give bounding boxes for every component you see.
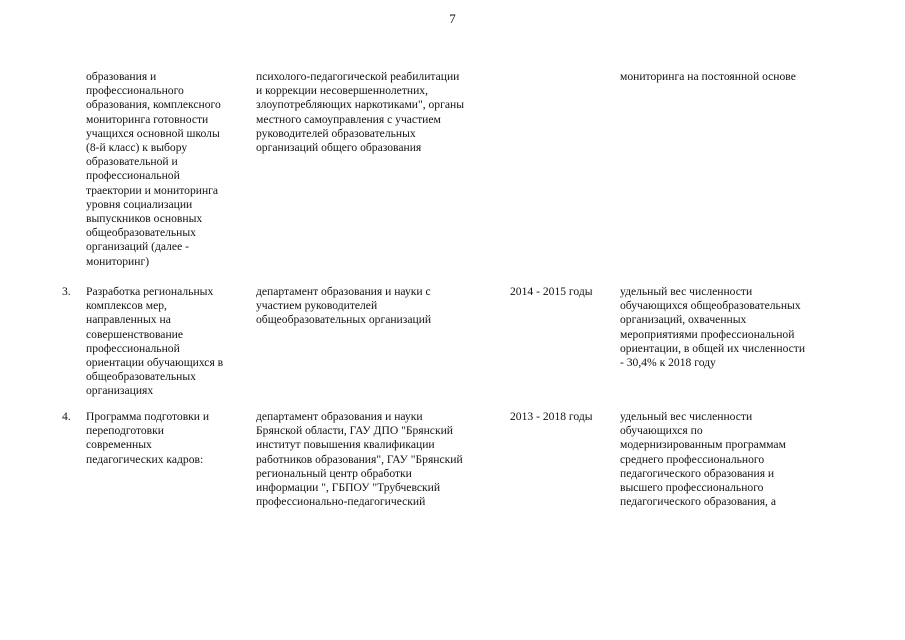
- event-cell: образования и профессионального образования, комплексного мониторинга готовности учащихся основной школы (8-й класс) к выбору образовательной и профессиональной траектории и мониторинга уровня социализации выпускников основных общеобразовательных организаций (далее - мониторинг): [86, 70, 221, 268]
- result-cell: удельный вес численности обучающихся по модернизированным программам среднего профессионального педагогического образования и высшего профессионального педагогического образования, а: [620, 410, 786, 509]
- result-cell: мониторинга на постоянной основе: [620, 70, 796, 83]
- executors-cell: департамент образования и науки Брянской области, ГАУ ДПО "Брянский институт повышения квалификации работников образования", ГАУ "Брянский региональный центр обработки информации ", ГБПОУ "Трубчевский профессионально-педагогический: [256, 410, 463, 509]
- result-cell: удельный вес численности обучающихся общеобразовательных организаций, охваченных мероприятиями профессиональной ориентации, в общей их численности - 30,4% к 2018 году: [620, 285, 806, 370]
- period-cell: 2014 - 2015 годы: [510, 285, 593, 298]
- event-cell: Программа подготовки и переподготовки современных педагогических кадров:: [86, 410, 210, 466]
- executors-cell: психолого-педагогической реабилитации и коррекции несовершеннолетних, злоупотребляющих наркотиками", органы местного самоуправления с участием руководителей образовательных организаций общего образования: [256, 70, 465, 155]
- page-number: 7: [449, 11, 456, 26]
- event-cell: Разработка региональных комплексов мер, направленных на совершенствование профессиональной ориентации обучающихся в общеобразовательных организациях: [86, 285, 224, 398]
- period-cell: 2013 - 2018 годы: [510, 410, 593, 423]
- executors-cell: департамент образования и науки с участием руководителей общеобразовательных организаций: [256, 285, 432, 327]
- row-number: 4.: [62, 410, 71, 423]
- row-number: 3.: [62, 285, 71, 298]
